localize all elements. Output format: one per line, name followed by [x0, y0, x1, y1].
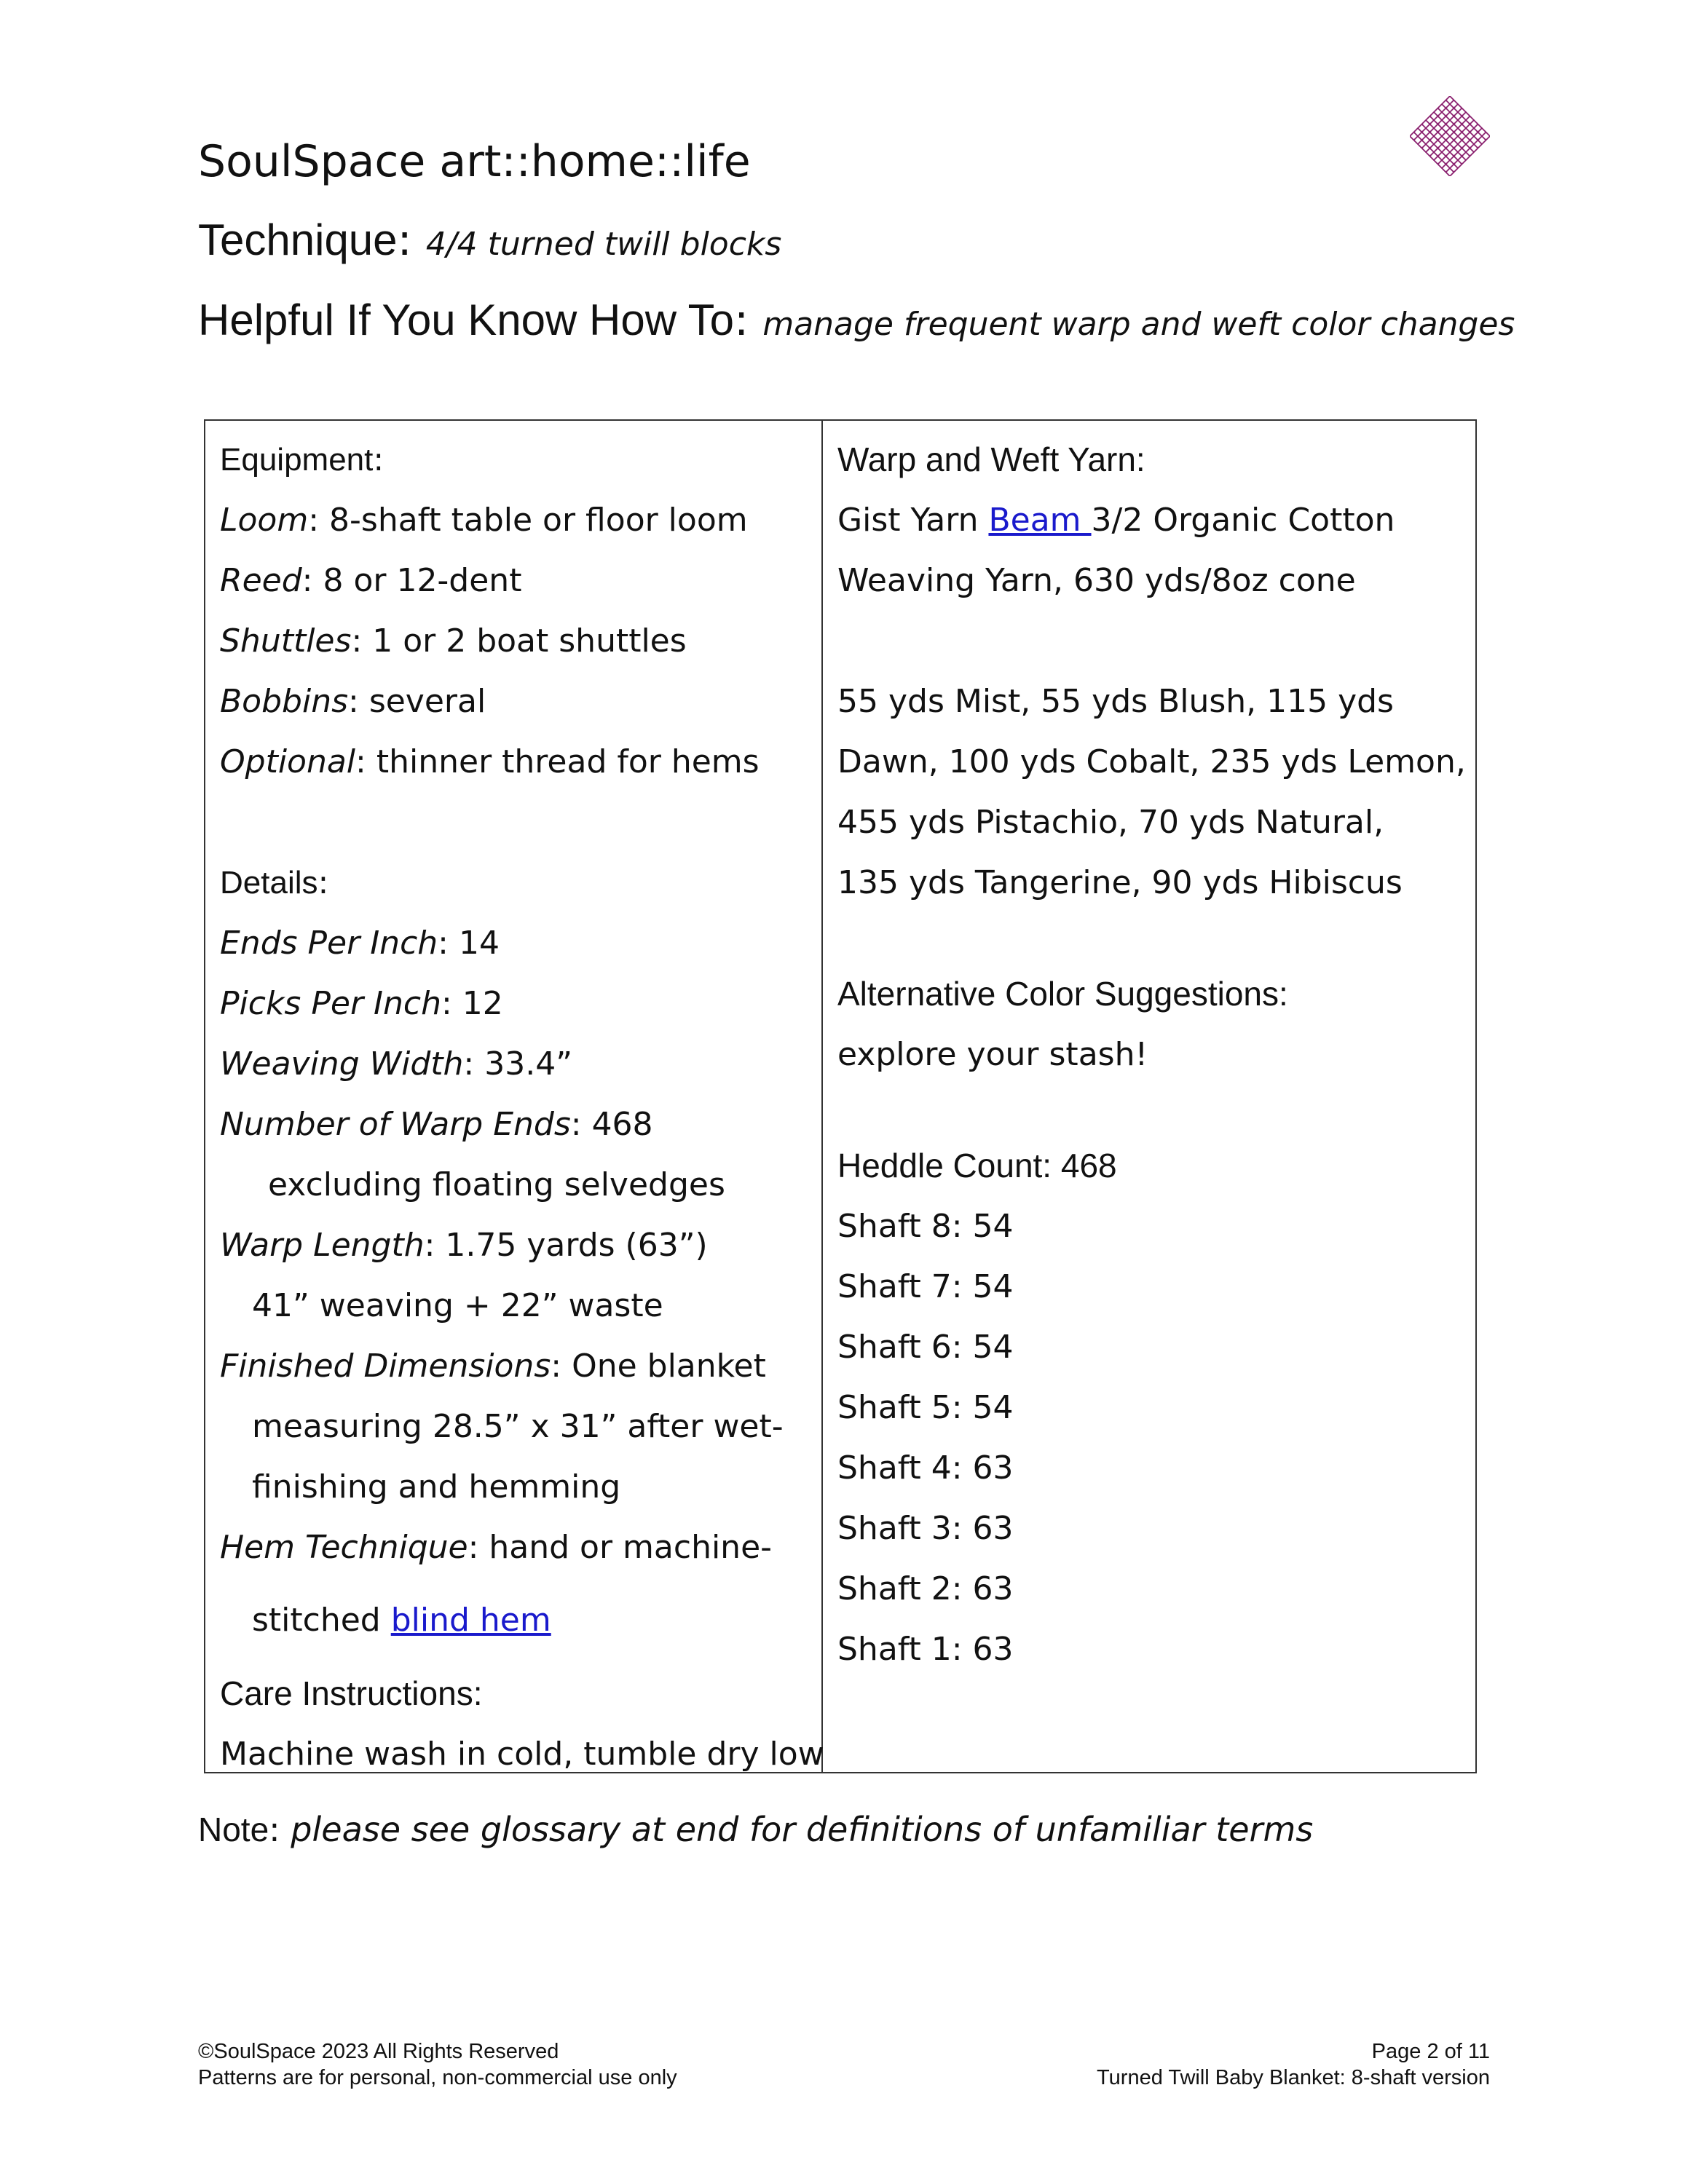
footer-copyright: ©SoulSpace 2023 All Rights Reserved — [198, 2040, 559, 2063]
shuttles-row: Shuttles: 1 or 2 boat shuttles — [220, 622, 687, 660]
yarn-amounts-line: 55 yds Mist, 55 yds Blush, 115 yds — [837, 683, 1394, 720]
footer-right — [1097, 2038, 1490, 2091]
technique-line: Technique: 4/4 turned twill blocks — [198, 215, 782, 266]
shaft-row: Shaft 4: 63 — [837, 1449, 1014, 1487]
note-text: please see glossary at end for definitions of unfamiliar terms — [291, 1810, 1314, 1849]
warp-length-row: Warp Length: 1.75 yards (63”) — [220, 1227, 708, 1264]
epi-row: Ends Per Inch: 14 — [220, 925, 500, 962]
footer-pattern-title: Turned Twill Baby Blanket: 8-shaft version — [1097, 2066, 1490, 2089]
specs-right-column — [823, 421, 1480, 1772]
finished-dimensions-row: Finished Dimensions: One blanket — [220, 1348, 766, 1385]
reed-row: Reed: 8 or 12-dent — [220, 562, 522, 599]
warp-ends-note: excluding floating selvedges — [268, 1166, 725, 1203]
finished-dimensions-line3: finishing and hemming — [252, 1468, 621, 1506]
care-heading: Care Instructions: — [220, 1674, 483, 1712]
helpful-line: Helpful If You Know How To: manage frequent warp and weft color changes — [198, 295, 1515, 346]
spacer — [837, 1085, 1466, 1136]
glossary-note: Note: please see glossary at end for definitions of unfamiliar terms — [198, 1810, 1314, 1849]
hem-technique-line2: stitched blind hem — [252, 1602, 551, 1639]
footer-page-number: Page 2 of 11 — [1371, 2040, 1490, 2063]
footer-usage: Patterns are for personal, non-commercial use only — [198, 2066, 677, 2089]
technique-label: Technique — [198, 215, 398, 264]
note-label: Note — [198, 1811, 269, 1848]
technique-value: 4/4 turned twill blocks — [425, 226, 782, 263]
woven-diamond-logo-icon — [1410, 96, 1490, 176]
yarn-amounts-line: 455 yds Pistachio, 70 yds Natural, — [837, 804, 1384, 841]
warp-length-note: 41” weaving + 22” waste — [252, 1287, 663, 1324]
spacer — [837, 913, 1466, 964]
spacer — [837, 611, 1466, 671]
shaft-row: Shaft 5: 54 — [837, 1389, 1014, 1426]
hem-technique-row: Hem Technique: hand or machine- — [220, 1529, 773, 1566]
ppi-row: Picks Per Inch: 12 — [220, 985, 503, 1022]
warp-ends-row: Number of Warp Ends: 468 — [220, 1106, 653, 1143]
yarn-amounts-line: Dawn, 100 yds Cobalt, 235 yds Lemon, — [837, 743, 1466, 780]
yarn-line1: Gist Yarn Beam 3/2 Organic Cotton — [837, 502, 1395, 539]
care-text: Machine wash in cold, tumble dry low — [220, 1736, 824, 1773]
footer-left — [198, 2038, 677, 2091]
blind-hem-link[interactable]: blind hem — [390, 1602, 551, 1639]
shaft-row: Shaft 7: 54 — [837, 1268, 1014, 1305]
shaft-row: Shaft 2: 63 — [837, 1570, 1014, 1607]
helpful-value: manage frequent warp and weft color changes — [762, 306, 1515, 343]
specs-table — [204, 419, 1477, 1773]
yarn-line2: Weaving Yarn, 630 yds/8oz cone — [837, 562, 1356, 599]
finished-dimensions-line2: measuring 28.5” x 31” after wet- — [252, 1408, 784, 1445]
optional-row: Optional: thinner thread for hems — [220, 743, 760, 780]
brand-title: SoulSpace art::home::life — [198, 136, 751, 187]
shaft-row: Shaft 6: 54 — [837, 1329, 1014, 1366]
yarn-heading: Warp and Weft Yarn: — [837, 440, 1145, 478]
equipment-heading: Equipment: — [220, 441, 384, 478]
bobbins-row: Bobbins: several — [220, 683, 486, 720]
shaft-row: Shaft 3: 63 — [837, 1510, 1014, 1547]
spacer — [220, 792, 807, 852]
width-row: Weaving Width: 33.4” — [220, 1045, 572, 1083]
yarn-amounts-line: 135 yds Tangerine, 90 yds Hibiscus — [837, 864, 1403, 901]
helpful-label: Helpful If You Know How To — [198, 296, 735, 344]
heddle-count-heading: Heddle Count: 468 — [837, 1147, 1117, 1184]
shaft-row: Shaft 1: 63 — [837, 1631, 1014, 1668]
shaft-row: Shaft 8: 54 — [837, 1208, 1014, 1245]
details-heading: Details: — [220, 864, 329, 901]
loom-row: Loom: 8-shaft table or floor loom — [220, 502, 748, 539]
alternative-heading: Alternative Color Suggestions: — [837, 975, 1288, 1013]
specs-left-column — [205, 421, 823, 1772]
alternative-text: explore your stash! — [837, 1036, 1148, 1073]
beam-yarn-link[interactable]: Beam — [988, 502, 1092, 539]
